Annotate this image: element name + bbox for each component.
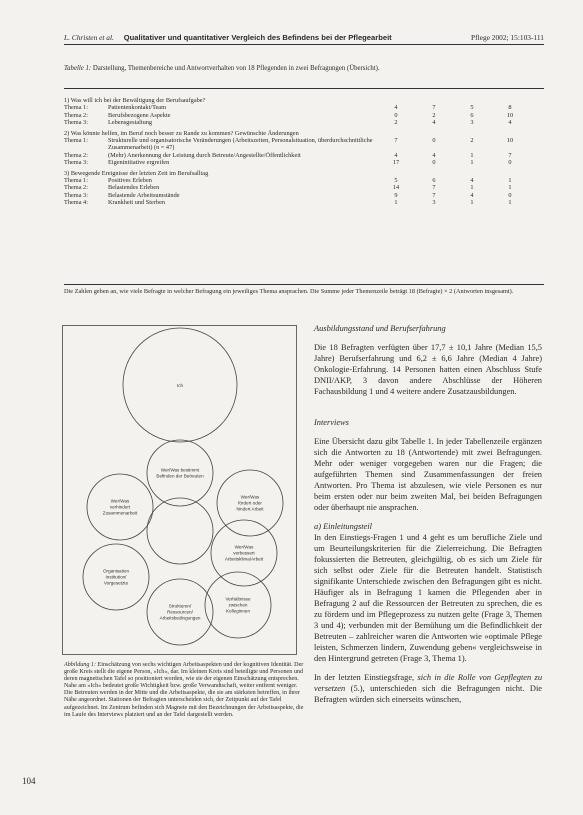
table-cell-value: 4 bbox=[470, 177, 474, 185]
table-cell-value: 7 bbox=[432, 184, 436, 192]
rolle-text-post: (5.), unterschieden sich die Befragungen nicht. Die Befragten würden sich einerseits wünschen, bbox=[314, 684, 543, 704]
table-theme-label: (Mehr) Anerkennung der Leistung durch Betreute/Angestellte/Öffentlichkeit bbox=[108, 151, 301, 159]
table-theme: Thema 2: bbox=[64, 151, 88, 159]
header-journal: Pflege 2002; 15:103-111 bbox=[471, 33, 544, 42]
header-title: Qualitativer und quantitativer Vergleich des Befindens bei der Pflegearbeit bbox=[123, 33, 392, 42]
table-theme: Thema 3: bbox=[64, 159, 88, 167]
table-theme-label: Krankheit und Sterben bbox=[108, 199, 166, 207]
table-theme-label: Eigeninitiative ergreifen bbox=[108, 159, 170, 167]
aspect-circle-label: zwischen bbox=[228, 602, 248, 608]
table-question-row bbox=[64, 127, 529, 137]
table-cell-value: 7 bbox=[432, 104, 436, 112]
paragraph-ausbildung: Die 18 Befragten verfügten über 17,7 ± 10,1 Jahre (Median 15,5 Jahre) Berufserfahrung und 6,2 ± 6,6 Jahre (Median 4 Jahre) Onkologie-Erfahrung. 14 Personen hatten einen Abschluss Stufe DNII/AKP, 3 davon andere Abschlüsse der Höheren Fachausbildung 1 und 4 weitere andere Zusatzausbildungen. bbox=[314, 343, 542, 396]
table-theme-label: Berufsbezogene Aspekte bbox=[108, 111, 171, 119]
table-cell-value: 4 bbox=[470, 191, 474, 199]
table-theme-label: Strukturelle und organisatorische Veränderungen (Arbeitszeiten, Personalsituation, überdurchschnittliche Zusammenarbeit) (n = 47) bbox=[108, 137, 373, 152]
table-row bbox=[64, 152, 529, 159]
table-theme-label: Belastende Arbeitsumstände bbox=[108, 191, 180, 199]
table-row bbox=[64, 112, 529, 119]
table-theme: Thema 4: bbox=[64, 199, 88, 207]
aspect-circle-label: Befinden der Betreuten bbox=[156, 473, 204, 479]
aspect-circle-label: verhindert bbox=[109, 504, 131, 510]
table-row bbox=[64, 137, 529, 152]
table-question-row bbox=[64, 167, 529, 177]
aspect-circle-label: Wer/Was bbox=[240, 494, 260, 500]
header-rule bbox=[64, 44, 544, 45]
aspect-circle-label: Organisation bbox=[102, 568, 130, 574]
table-theme: Thema 1: bbox=[64, 177, 88, 185]
table-cell-value: 17 bbox=[392, 159, 400, 167]
results-table bbox=[64, 94, 529, 207]
section-heading-interviews: Interviews bbox=[314, 418, 349, 427]
paragraph-rolle bbox=[314, 672, 542, 705]
table-cell-value: 4 bbox=[432, 151, 436, 159]
table-cell-value: 2 bbox=[470, 137, 474, 145]
aspect-circle-label: Wer/Was bbox=[234, 544, 254, 550]
table-cell-value: 9 bbox=[394, 191, 398, 199]
table-cell-value: 1 bbox=[394, 199, 398, 207]
table-theme: Thema 3: bbox=[64, 119, 88, 127]
aspect-circle-label: Institution/ bbox=[105, 574, 127, 580]
table-caption bbox=[64, 65, 534, 73]
table-cell-value: 6 bbox=[432, 177, 436, 185]
aspect-circle-label: fördert oder bbox=[238, 500, 262, 506]
table-cell-value: 5 bbox=[470, 104, 474, 112]
table-question: 3) Bewegende Ereignisse der letzten Zeit im Berufsalltag bbox=[64, 169, 209, 177]
table-theme-label: Lebensgestaltung bbox=[108, 119, 153, 127]
table-bottom-rule bbox=[64, 284, 544, 285]
table-cell-value: 10 bbox=[506, 137, 514, 145]
ich-label: Ich bbox=[176, 383, 184, 388]
aspect-circle bbox=[147, 498, 213, 564]
table-cell-value: 1 bbox=[470, 199, 474, 207]
table-cell-value: 1 bbox=[470, 151, 474, 159]
table-note: Die Zahlen geben an, wie viele Befragte in welcher Befragung ein jeweiliges Thema ansprachen. Die Summe jeder Themenzeile beträgt 18 (Befragte) × 2 (Antworten insgesamt). bbox=[64, 288, 514, 295]
table-cell-value: 10 bbox=[506, 111, 514, 119]
table-row bbox=[64, 104, 529, 111]
table-cell-value: 0 bbox=[432, 137, 436, 145]
figure-circles bbox=[62, 325, 297, 655]
table-theme-label: Patientenkontakt/Team bbox=[108, 104, 166, 112]
table-row bbox=[64, 184, 529, 191]
page-number: 104 bbox=[22, 776, 36, 786]
table-row bbox=[64, 192, 529, 199]
table-cell-value: 0 bbox=[432, 159, 436, 167]
table-cell-value: 7 bbox=[394, 137, 398, 145]
subheading-einleitung: a) Einleitungsteil bbox=[314, 522, 372, 531]
table-cell-value: 1 bbox=[508, 184, 512, 192]
table-cell-value: 4 bbox=[432, 119, 436, 127]
table-cell-value: 7 bbox=[508, 151, 512, 159]
table-theme-label: Belastendes Erleben bbox=[108, 184, 160, 192]
table-theme-label: Positives Erleben bbox=[108, 177, 152, 185]
running-header bbox=[64, 33, 544, 43]
table-theme: Thema 2: bbox=[64, 184, 88, 192]
rolle-text-italic: sich in die Rolle von Gepflegten zu versetzen bbox=[314, 673, 543, 693]
aspect-circle-label: Wer/Was bestimmt bbox=[160, 467, 200, 473]
paragraph-interviews: Eine Übersicht dazu gibt Tabelle 1. In jeder Tabellenzeile ergänzen sich die Antworten zu 18 (Antwortende) mit zwei Befragungen. Mehr oder weniger vorgegeben waren nur die Fragen; die aufgeführten Themen sind Zusammenfassungen der freien Antworten. Pro Thema ist abzulesen, wie viele Personen es nur beim ersten oder nur beim zweiten Mal, bei beiden Befragungen oder überhaupt nie ansprachen. bbox=[314, 437, 542, 512]
aspect-circle-label: Arbeitsklima/Arbeit bbox=[224, 556, 264, 562]
table-row bbox=[64, 199, 529, 206]
table-cell-value: 4 bbox=[394, 104, 398, 112]
aspect-circle-label: Strukturen/ bbox=[168, 603, 192, 609]
paragraph-einleitung: In den Einstiegs-Fragen 1 und 4 geht es um berufliche Ziele und um Beurteilungskriterien für die Zielerreichung. Die Befragten fokussierten die Betreuten, gleichgültig, ob es sich um Ziele für sich selbst oder Ziele für die Betreuten handelt. Statistisch signifikante Unterschiede zwischen den Befragungen gibt es nicht. Häufiger als in Befragung 1 kamen die Pflegenden aber in Befragung 2 auf die Ressourcen der Betreuten zu sprechen, die es zu fördern und im Pflegeprozess zu nutzen gelte (Frage 3, Themen 3 und 4); verbunden mit der Bemühung um die Befindlichkeit der Betreuten – zahlreicher waren die Antworten wie »optimale Pflege leisten, Schmerzen lindern, Zuwendung geben« vergleichsweise in den Hintergrund getreten (Frage 3, Thema 1). bbox=[314, 533, 542, 663]
table-question: 1) Was will ich bei der Bewältigung der Berufsaufgabe? bbox=[64, 97, 206, 104]
table-cell-value: 3 bbox=[432, 199, 436, 207]
aspect-circle-label: Wer/Was bbox=[110, 498, 130, 504]
rolle-text-pre: In der letzten Einstiegsfrage, bbox=[314, 673, 415, 682]
table-question-row bbox=[64, 94, 529, 104]
table-cell-value: 8 bbox=[508, 104, 512, 112]
table-cell-value: 5 bbox=[394, 177, 398, 185]
table-cell-value: 0 bbox=[508, 159, 512, 167]
aspect-circle-label: Arbeitsbedingungen bbox=[159, 615, 201, 621]
aspect-circle-label: Zusammenarbeit bbox=[102, 510, 138, 516]
aspect-circle-label: verbessert bbox=[233, 550, 255, 556]
table-row bbox=[64, 159, 529, 166]
table-row bbox=[64, 177, 529, 184]
aspect-circle-label: hindert Arbeit bbox=[236, 506, 264, 512]
figure-caption bbox=[64, 662, 304, 719]
table-cell-value: 4 bbox=[508, 119, 512, 127]
table-cell-value: 1 bbox=[470, 184, 474, 192]
table-cell-value: 1 bbox=[508, 177, 512, 185]
table-theme: Thema 1: bbox=[64, 137, 88, 145]
table-cell-value: 0 bbox=[394, 111, 398, 119]
figure-caption-label: Abbildung 1: bbox=[64, 662, 96, 668]
table-theme: Thema 1: bbox=[64, 104, 88, 112]
table-cell-value: 3 bbox=[470, 119, 474, 127]
table-cell-value: 7 bbox=[432, 191, 436, 199]
table-cell-value: 2 bbox=[432, 111, 436, 119]
aspect-circle-label: Vorgesetzte bbox=[103, 580, 129, 586]
aspect-circles bbox=[83, 440, 283, 645]
table-caption-text: Darstellung, Themenbereiche und Antwortverhalten von 18 Pflegenden in zwei Befragungen (Übersicht). bbox=[92, 65, 380, 72]
right-column bbox=[314, 323, 542, 705]
table-cell-value: 0 bbox=[508, 191, 512, 199]
header-authors: L. Christen et al. bbox=[64, 33, 114, 42]
table-cell-value: 14 bbox=[392, 184, 400, 192]
aspect-circle-label: Verhältnisse bbox=[225, 596, 251, 602]
table-question: 2) Was könnte helfen, im Beruf noch besser zu Rande zu kommen? Gewünschte Änderungen bbox=[64, 129, 299, 137]
aspect-circle-label: Ressourcen/ bbox=[167, 609, 193, 615]
table-top-rule bbox=[64, 88, 544, 89]
table-row bbox=[64, 119, 529, 126]
table-cell-value: 1 bbox=[508, 199, 512, 207]
figure-caption-text: Einschätzung von sechs wichtigen Arbeitsaspekten und der kognitiven Identität. Der große Kreis stellt die eigene Person, »Ich«, dar. Im kleinen Kreis sind beteiligte und Personen und deren magnetischen Tafel so positioniert worden, wie sie der eigenen Einschätzung entsprechen. Nahe am »Ich« bedeutet große Wichtigkeit bzw. große Verwandtschaft, weiter entfernt weniger. Die Betreuten werden in der Mitte und die Arbeitsaspekte, die sie am stärksten betreffen, in ihrer Nähe angeordnet. Stationen der Befragten unterscheiden sich, der Zeitpunkt auf der Tafel aufgezeichnet. Im Zentrum befinden sich Magnete mit den Bezeichnungen der Arbeitsaspekte, die im Laufe des Interviews platziert und an der Tafel dargestellt werden. bbox=[64, 662, 304, 718]
table-cell-value: 2 bbox=[394, 119, 398, 127]
section-heading-ausbildung: Ausbildungsstand und Berufserfahrung bbox=[314, 324, 446, 333]
table-theme: Thema 2: bbox=[64, 111, 88, 119]
table-cell-value: 1 bbox=[470, 159, 474, 167]
table-caption-label: Tabelle 1: bbox=[64, 65, 92, 72]
table-cell-value: 4 bbox=[394, 151, 398, 159]
table-theme: Thema 3: bbox=[64, 191, 88, 199]
table-cell-value: 6 bbox=[470, 111, 474, 119]
aspect-circle-label: Kolleginnen bbox=[225, 608, 251, 614]
